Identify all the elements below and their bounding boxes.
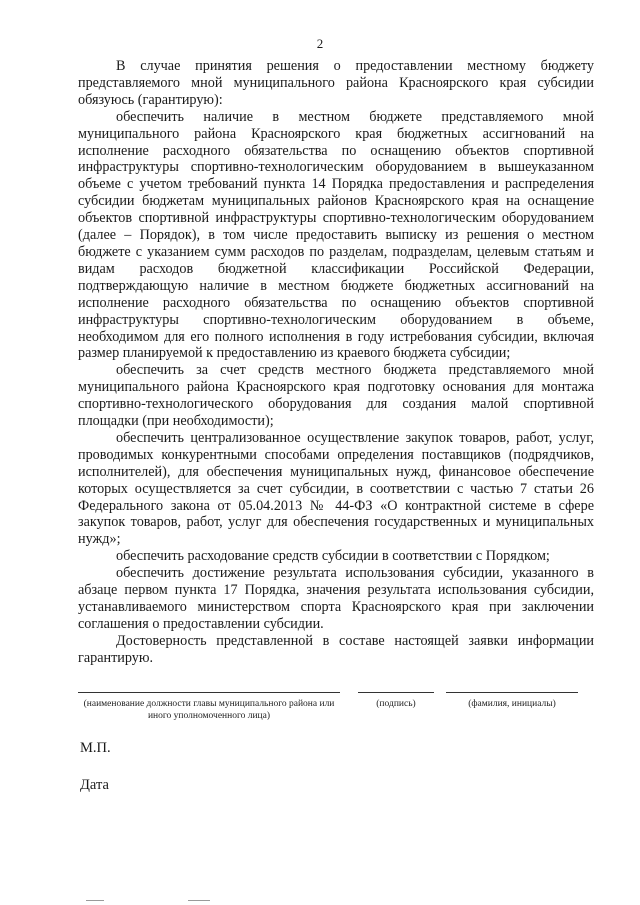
paragraph-procurement: обеспечить централизованное осуществление закупок товаров, работ, услуг, проводимых конкурентными способами определения поставщиков (подрядчиков, исполнителей), для обеспечения муниципальных нужд, финансовое обеспечение которых осуществляется за счет субсидии, в соответствии с частью 7 статьи 26 Федерального закона от 05.04.2013 № 44-ФЗ «О контрактной системе в сфере закупок товаров, работ, услуг для обеспечения государственных и муниципальных нужд»; [78,429,594,548]
page-number: 2 [316,36,324,51]
scan-artifact [86,900,104,901]
name-caption: (фамилия, инициалы) [468,699,556,709]
signature-caption: (подпись) [376,699,416,709]
paragraph-intro: В случае принятия решения о предоставлении местному бюджету представляемого мной муниципального района Красноярского края субсидии обязуюсь (гарантирую): [78,58,594,108]
paragraph-installation-base: обеспечить за счет средств местного бюджета представляемого мной муниципального района Красноярского края подготовку основания для монтажа спортивно-технологического оборудования для создания малой спортивной площадки (при необходимости); [78,362,594,430]
paragraph-spending: обеспечить расходование средств субсидии в соответствии с Порядком; [116,548,550,565]
date-label: Дата [80,777,109,793]
stamp-label: М.П. [80,740,111,756]
paragraph-result: обеспечить достижение результата использования субсидии, указанного в абзаце первом пункта 17 Порядка, значения результата использования субсидии, устанавливаемого министерством спорта Красноярского края при заключении соглашения о предоставлении субсидии. [78,565,594,632]
position-caption: (наименование должности главы муниципального района или иного уполномоченного лица) [83,699,335,721]
paragraph-budget-allocation: обеспечить наличие в местном бюджете представляемого мной муниципального района Красноярского края бюджетных ассигнований на исполнение расходного обязательства по оснащению объектов спортивной инфраструктуры спортивно-технологическим оборудованием в вышеуказанном объеме с учетом требований пункта 14 Порядка предоставления и распределения субсидии бюджетам муниципальных районов Красноярского края на оснащение объектов спортивной инфраструктуры спортивно-технологическим оборудованием (далее – Порядок), в том числе предоставить выписку из решения о местном бюджете с указанием сумм расходов по разделам, подразделам, целевым статьям и видам расходов бюджетной классификации Российской Федерации, подтверждающую наличие в местном бюджете бюджетных ассигнований на исполнение расходного обязательства по оснащению объектов спортивной инфраструктуры спортивно-технологическим оборудованием в объеме, необходимом для его полного исполнения в году истребования субсидии, включая размер планируемой к предоставлению из краевого бюджета субсидии; [78,108,594,362]
signature-block [0,692,640,732]
document-body [78,58,594,667]
scan-artifact [188,900,210,901]
signature-line [358,692,434,693]
name-line [446,692,578,693]
paragraph-guarantee: Достоверность представленной в составе настоящей заявки информации гарантирую. [78,632,594,666]
position-line [78,692,340,693]
